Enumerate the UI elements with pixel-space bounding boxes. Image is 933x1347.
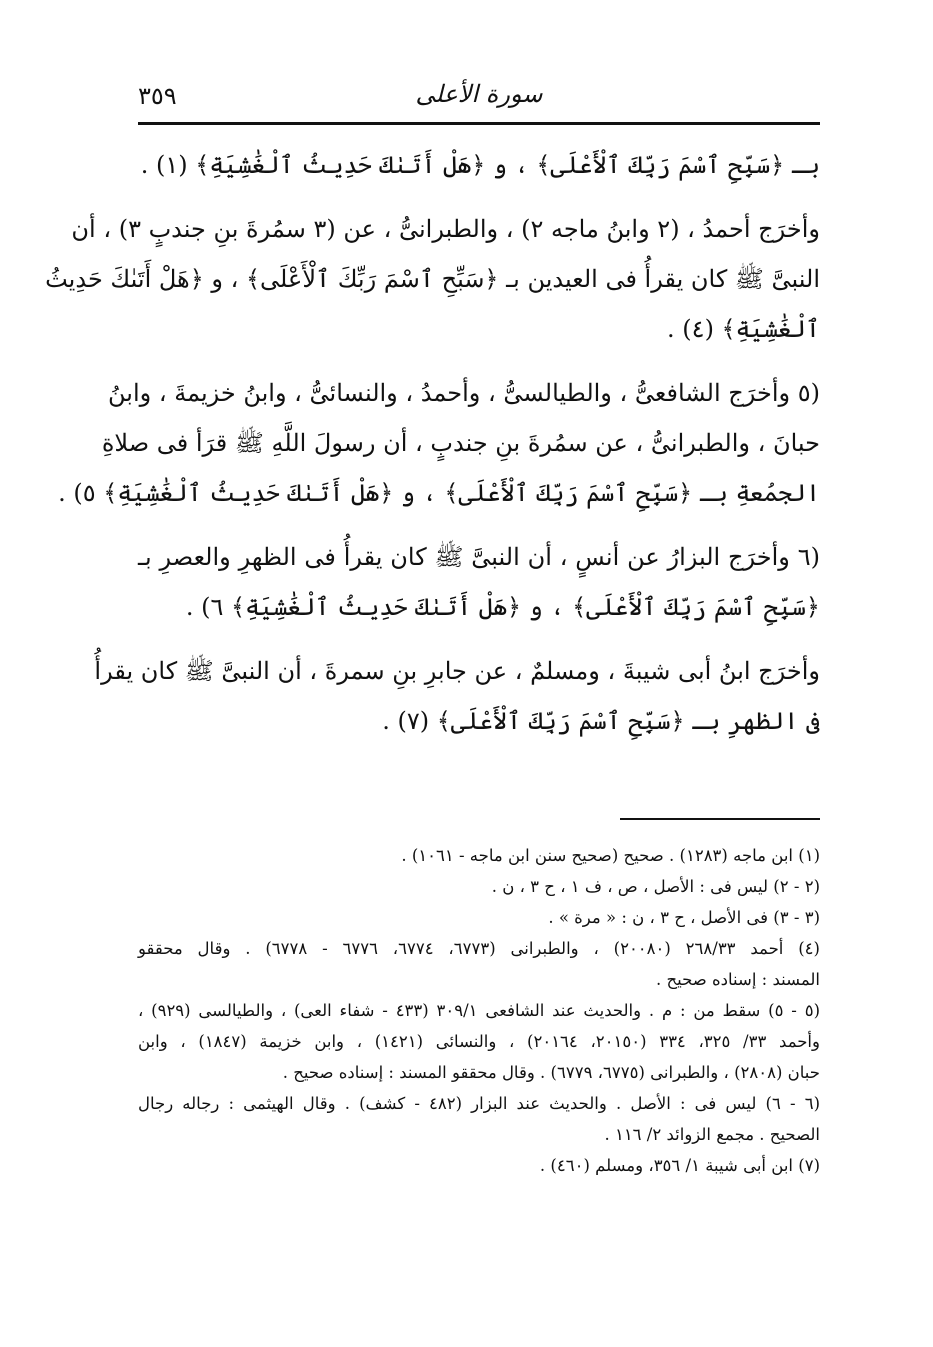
footnote-line: (٦ - ٦) ليس فى : الأصل . والحديث عند البزار (٤٨٢ - كشف) . وقال الهيثمى : رجاله رجال bbox=[138, 1094, 820, 1113]
header-rule bbox=[138, 122, 820, 125]
text-line: (٥ وأخرَج الشافعىُّ ، والطيالسىُّ ، وأحمدُ ، والنسائىُّ ، وابنُ خزيمةَ ، وابنُ bbox=[108, 379, 820, 407]
footnote-line: وأحمد ٣٣/ ٣٢٥، ٣٣٤ (٢٠١٥٠، ٢٠١٦٤) ، والنسائى (١٤٢١) ، وابن خزيمة (١٨٤٧) ، وابن bbox=[138, 1032, 820, 1051]
text-line: ٱلْغَٰشِيَةِ﴾ (٤) . bbox=[667, 315, 820, 343]
footnote-line: الصحيح . مجمع الزوائد ٢/ ١١٦ . bbox=[604, 1125, 820, 1144]
paragraph-gap bbox=[138, 518, 820, 532]
main-text bbox=[45, 140, 820, 746]
page-number: ٣٥٩ bbox=[138, 82, 177, 110]
paragraph-gap bbox=[138, 632, 820, 646]
footnote-line: (٣ - ٣) فى الأصل ، ح ٣ ، ن : « مرة » . bbox=[548, 908, 820, 927]
text-line: حبانَ ، والطبرانىُّ ، عن سمُرةَ بنِ جندبٍ ، أن رسولَ اللَّهِ ﷺ قرَأ فى صلاةِ bbox=[101, 429, 820, 457]
text-line: النبىَّ ﷺ كان يقرأُ فى العيدين بـ ﴿سَبِّحِ ٱسْمَ رَبِّكَ ٱلْأَعْلَى﴾ ، و ﴿هَلْ أَتَىٰكَ حَدِيثُ bbox=[45, 265, 820, 293]
footnote-line: (٧) ابن أبى شيبة ١/ ٣٥٦، ومسلم (٤٦٠) . bbox=[539, 1156, 820, 1175]
page-header bbox=[138, 78, 820, 118]
paragraph-gap bbox=[138, 354, 820, 368]
text-line: الجمُعةِ بـ ﴿سَبِّحِ ٱسْمَ رَبِّكَ ٱلْأَعْلَى﴾ ، و ﴿هَلْ أَتَىٰكَ حَدِيثُ ٱلْغَٰشِيَةِ﴾ ٥) . bbox=[58, 479, 820, 507]
paragraph-gap bbox=[138, 190, 820, 204]
text-line: وأخرَج ابنُ أبى شيبةَ ، ومسلمٌ ، عن جابرِ بنِ سمرةَ ، أن النبىَّ ﷺ كان يقرأُ bbox=[94, 657, 820, 685]
footnote-line: (٢ - ٢) ليس فى : الأصل ، ص ، ف ١ ، ح ٣ ، ن . bbox=[491, 877, 820, 896]
footnote-line: حبان (٢٨٠٨) ، والطبرانى (٦٧٧٥، ٦٧٧٩) . وقال محققو المسند : إسناده صحيح . bbox=[282, 1063, 820, 1082]
footnote-line: (٥ - ٥) سقط من : م . والحديث عند الشافعى ٣٠٩/١ (٤٣٣ - شفاء العى) ، والطيالسى (٩٢٩) ، bbox=[138, 1001, 820, 1020]
footnote-line: المسند : إسناده صحيح . bbox=[656, 970, 820, 989]
surah-title: سورة الأعلى bbox=[415, 80, 543, 108]
footnote-line: (١) ابن ماجه (١٢٨٣) . صحيح (صحيح سنن ابن ماجه - ١٠٦١) . bbox=[401, 846, 820, 865]
footnote-separator bbox=[620, 818, 820, 820]
text-line: بـ ﴿سَبِّحِ ٱسْمَ رَبِّكَ ٱلْأَعْلَى﴾ ، و ﴿هَلْ أَتَىٰكَ حَدِيثُ ٱلْغَٰشِيَةِ﴾ (١) . bbox=[140, 151, 820, 179]
text-line: وأخرَج أحمدُ ، (٢ وابنُ ماجه ٢) ، والطبرانىُّ ، عن (٣ سمُرةَ بنِ جندبٍ ٣) ، أن bbox=[71, 215, 820, 243]
footnotes bbox=[138, 840, 820, 1181]
text-line: (٦ وأخرَج البزارُ عن أنسٍ ، أن النبىَّ ﷺ كان يقرأُ فى الظهرِ والعصرِ بـ bbox=[138, 543, 820, 571]
text-line: ﴿سَبِّحِ ٱسْمَ رَبِّكَ ٱلْأَعْلَى﴾ ، و ﴿هَلْ أَتَىٰكَ حَدِيثُ ٱلْغَٰشِيَةِ﴾ ٦) . bbox=[185, 593, 820, 621]
footnote-line: (٤) أحمد ٢٦٨/٣٣ (٢٠٠٨٠) ، والطبرانى (٦٧٧٣، ٦٧٧٤، ٦٧٧٦ - ٦٧٧٨) . وقال محققو bbox=[138, 939, 820, 958]
text-line: فى الظهرِ بـ ﴿سَبِّحِ ٱسْمَ رَبِّكَ ٱلْأَعْلَى﴾ (٧) . bbox=[382, 707, 820, 735]
